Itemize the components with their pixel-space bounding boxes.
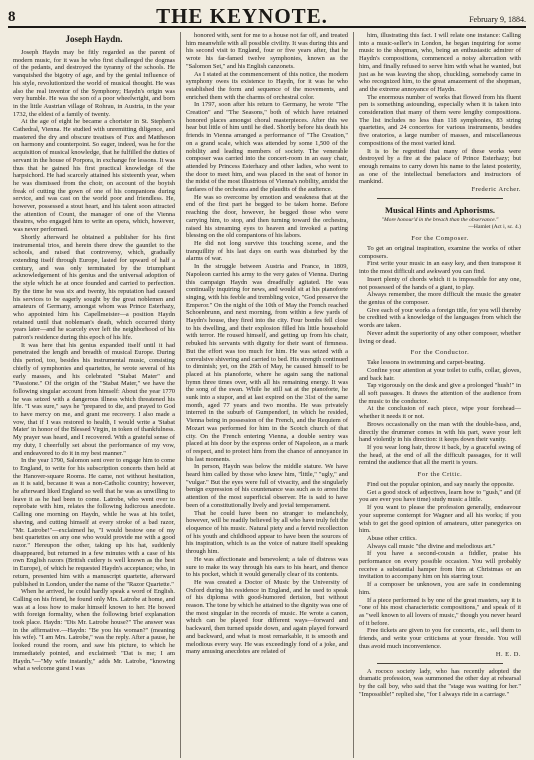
hint-paragraph: To get an original inspiration, examine the works of other composers. xyxy=(359,245,521,260)
article-paragraph: In person, Haydn was below the middle stature. We have heard him called by those who knew him, "little," "ugly," and "vulgar." But the eyes were full of vivacity, and the singularly benign expression of his countenance was such as to arrest the attention of the most superficial observer. He is said to have been of a constitutionally lively and jovial temperament. xyxy=(186,463,348,509)
hint-paragraph: Never admit the superiority of any other composer, whether living or dead. xyxy=(359,329,521,345)
hint-paragraph: Always remember, the more difficult the music the greater the genius of the composer. xyxy=(359,291,521,306)
article-paragraph: him, illustrating this fact. I will relate one instance: Calling into a music-seller's in London, he began inquiring for some music to the shopman, who, being an enthusiastic admirer of Haydn's compositions, commenced a noisy altercation with him, and finally refused to serve him with what he wanted, but just as he was leaving the shop, chuckling, somebody came in who recognized him, to the great amazement of the shopman, and the extreme annoyance of Haydn. xyxy=(359,32,521,93)
hint-paragraph: First write your music in an easy key, and then transpose it into the most difficult and awkward you can find. xyxy=(359,260,521,276)
hint-paragraph: Always call music "the divine and melodious art." xyxy=(367,542,496,550)
article-paragraph: It was here that his genius expanded itself until it had penetrated the length and breadth of musical Europe. During this period, too, besides his instrumental music, consisting chiefly of symphonies and quartettes, he wrote several of his early masses, and his celebrated "Stabat Mater" and "Passione." Of the origin of the "Stabat Mater," we have the following singular account from himself: About the year 1770 he was seized with a dangerous illness which threatened his life. "I was sure," says he "prepared to die, and prayed to God to have mercy on me, and grant me recovery. I also made a vow, that if I was restored to health, I would write a 'Stabat Mater' in honor of the Blessed Virgin, in token of thankfulness. My prayer was heard, and I recovered. With a grateful sense of my duty, I cheerfully set about the performance of my vow, and endeavored to do it in my best manner." xyxy=(13,341,175,457)
hint-paragraph: Free tickets are given to you for concerts, etc., sell them to friends, and write your criticisms at your fireside. You will thus avoid much inconvenience. xyxy=(359,627,521,650)
newspaper-title: THE KEYNOTE. xyxy=(156,4,328,28)
hint-paragraph: Brows occasionally on the man with the double-bass, and, directly the drummer comes in with his part, wave your left hand violently in his direction: it keeps down their vanity. xyxy=(359,420,521,444)
columns xyxy=(8,32,526,758)
subheading-composer: For the Composer. xyxy=(411,235,469,243)
hint-paragraph: Take lessons in swimming and carpet-beating. xyxy=(367,359,486,367)
article-paragraph: That he could have been no stranger to melancholy, however, will be readily believed by all who have truly felt the eloquence of his music. Natural piety and a fervid recollection of his youth and childhood appear to have been the sources of his inspiration, which is as the voice of nature itself speaking through him. xyxy=(186,509,348,556)
hint-paragraph: Confine your attention at your toilet to cuffs, collar, gloves, and back hair. xyxy=(359,366,521,382)
masthead xyxy=(8,4,526,28)
initials-signature: H. E. D. xyxy=(495,650,521,658)
section-divider xyxy=(377,663,503,664)
column-1 xyxy=(8,32,180,758)
hint-paragraph: Abuse other critics. xyxy=(367,534,417,542)
anecdote-paragraph: A rococo society lady, who has recently adopted the dramatic profession, was summoned the other day at rehearsal by the call boy, who said that the "stage was waiting for her." "Impossible!" replied she, "for I always ride in a carriage." xyxy=(359,667,521,698)
hint-paragraph: If you wear long hair, throw it back, by a graceful swing of the head, at the end of all the difficult passages, for it will remind the audience that all the merit is yours. xyxy=(359,443,521,467)
article-title: Joseph Haydn. xyxy=(65,34,123,44)
hint-paragraph: Insert plenty of chords which it is impossible for any one, not possessed of the hands of a giant, to play. xyxy=(359,275,521,291)
epigraph: "More honour'd in the breach than the observance." xyxy=(381,217,499,224)
epigraph-source: —Hamlet (Act i, sc. 4.) xyxy=(468,224,521,231)
author-signature: Frederic Archer. xyxy=(471,186,521,194)
article-paragraph: In 1797, soon after his return to Germany, he wrote "The Creation" and "The Seasons," both of which have retained honored places amongst choral masterpieces. After this we hear but little of him until he died. Shortly before his death his friends in Vienna arranged a performance of "The Creation," on a grand scale, which was attended by some 1,500 of the nobility and leading members of society. The venerable composer was carried into the concert-room in an easy chair, attended by Princess Esterhazy and other ladies, who went to the door to meet him, and was placed in the seat of honor in the midst of the most illustrious of Vienna's nobility, amidst the fanfares of the orchestra and the plaudits of the audience. xyxy=(186,101,348,194)
article-paragraph: In the struggle between Austria and France, in 1809, Napoleon carried his army to the very gates of Vienna. During this campaign Haydn was dreadfully agitated. He was continually inquiring for news, and would sit at his pianoforte singing, with his feeble and trembling voice, "God preserve the Emperor." On the night of the 10th of May the French reached Schoenbrunn, and next morning, from within a few yards of Haydn's house, they fired into the city. Four bombs fell close to his dwelling, and their explosion filled his little household with terror. He roused himself, and getting up from his chair, rebuked his servants with dignity for their want of firmness. But the effort was too much for him. He was seized with a convulsive shivering and carried to bed. His strength continued to diminish; yet, on the 26th of May, he caused himself to be placed at his pianoforte, where he again sang the national hymn three times over, with all his remaining energy. It was the song of the swan. While he still sat at the pianoforte, he sunk into a stupor, and at last expired on the 31st of the same month, aged 77 years and two months. He was privately interred in the suburb of Gumpendorf, in which he resided, Vienna being in possession of the French, and the Requiem of Mozart was performed for him in the Scotch church of that city. On the French entering Vienna, a double sentry was placed at his door by the express order of Napoleon, as a mark of respect, and to protect him from the chance of annoyance in his last moments. xyxy=(186,263,348,463)
article-paragraph: At the age of eight he became a chorister in St. Stephen's Cathedral, Vienna. He studied with unremitting diligence, and mastered the dry and obscure treatises of Fux and Mattheson on harmony and counterpoint. So eager, indeed, was he for the acquisition of musical knowledge, that he fulfilled the duties of servant in the house of Porpora, in exchange for lessons. It was thus that he gained his first practical knowledge of the harpsichord. He had scarcely attained his sixteenth year, when he was dismissed from the choir, on account of the boyish freak of cutting the gown of one of his companions during service, and was cast on the world poor and friendless. He, however, possessed a stout heart, and his talent soon attracted the attention of Count, the manager of one of the Vienna theatres, who engaged him to write an opera, which, however, was never performed. xyxy=(13,118,175,234)
hint-paragraph: If you have a second-cousin a fiddler, praise his performance on every possible occasion. You will probably receive a substantial hamper from him at Christmas or an invitation to accompany him on his starring tour. xyxy=(359,550,521,581)
column-2 xyxy=(180,32,353,758)
article-paragraph: As I stated at the commencement of this notice, the modern symphony owes its existence to Haydn, for it was he who established the form and sequence of the movements, and enriched them with the charms of orchestral color. xyxy=(186,70,348,101)
hint-paragraph: Get a good stock of adjectives, learn how to "gush," and (if you are ever you have time) study music a little. xyxy=(359,488,521,504)
issue-date: February 9, 1884. xyxy=(469,15,526,24)
article-paragraph: In the year 1790, Salomon sent over to engage him to come to England, to write for his subscription concerts then held at the Hanover-square Rooms. He came, not without hesitation, as it is said, because it was a non-Catholic country; however, he afterward liked England so well that he was as unwilling to leave it as he had been to come. Latrobe, who went over to reprobate with him, relates the following ludicrous anecdote. Calling one morning on Haydn, while he was at his toilet, shaving, and cutting himself at every stroke of a bad razor, "Mr. Latrobe!"—exclaimed he, "I would bestow one of my best quartettes on any one who would provide me with a good razor." Hereupon the other, taking up his hat, suddenly disappeared, but returned in a few minutes with a case of his own English razors (British cutlery is well known as the best in Europe), of which he requested Haydn's acceptance; who, in return, presented him with a manuscript quartette, afterward published in London, under the name of the "Razor Quartette." xyxy=(13,457,175,588)
article-paragraph: honored with, sent for me to a house not far off, and treated him meanwhile with all possible civility. It was during this and his second visit to England, four or five years after, that he wrote his far-famed twelve symphonies, known as the "Salomon Set," and his English canzonets. xyxy=(186,32,348,70)
column-3 xyxy=(353,32,526,758)
article-paragraph: He did not long survive this touching scene, and the tranquillity of his last days on earth was disturbed by the alarms of war. xyxy=(186,239,348,263)
article-paragraph: Joseph Haydn may be fitly regarded as the parent of modern music, for it was he who first challenged the dogmas of the pedants, and destroyed the tyranny of the schools. He vanquished the bigotry of age, and by the genial influence of his style, revolutionized the world of musical thought. He was also the real inventor of the Symphony; Haydn's origin was very humble. He was the son of a poor wheelwright, and born in the little Austrian village of Rohrau, in Austria, in the year 1732, the eldest of a family of twenty. xyxy=(13,49,175,118)
article-paragraph: It is to be regretted that many of these works were destroyed by a fire at the palace of Prince Esterhazy; but enough remains to carry down his name to the latest posterity, as one of the intellectual benefactors and instructors of mankind. xyxy=(359,147,521,186)
article-paragraph: When he arrived, he could hardly speak a word of English. Calling on his friend, he found only Mrs. Latrobe at home, and was at a loss how to make himself known to her. He bowed with foreign formality, when the following brief explanation took place. Haydn: "Dis Mr. Latrobe house?" The answer was in the affirmative.—Haydn: "Be you his woman?" (meaning his wife). "I am Mrs. Latrobe," was the reply. After a pause, he looked round the room, and saw his picture, to which he immediately pointed, and exclaimed: "Dat is me; I am Haydn."—"My wife instantly," adds Mr. Latrobe, "knowing what a welcome guest I was xyxy=(13,588,175,673)
page-number: 8 xyxy=(8,9,16,25)
hint-paragraph: Find out the popular opinion, and say nearly the opposite. xyxy=(367,481,515,489)
hint-paragraph: If a piece performed is by one of the great masters, say it is "one of his most characteristic compositions," and speak of it as "well known to all lovers of music," though you never heard of it before. xyxy=(359,596,521,627)
subheading-critic: For the Critic. xyxy=(417,471,463,479)
hint-paragraph: Give each of your works a foreign title, for you will thereby be credited with a knowledge of the languages from which the words are taken. xyxy=(359,306,521,330)
hint-paragraph: At the conclusion of each piece, wipe your forehead—whether it needs it or not. xyxy=(359,405,521,421)
article-paragraph: Shortly afterward he obtained a publisher for his first instrumental trios, and herein there drew the gauntlet to the schools, and raised that controversy, which, gradually extending itself through Europe, lasted for upward of half a century, and was only terminated by the triumphant acknowledgement of his genius and the universal adoption of the style which he at once founded and carried to perfection. By the time he was six and twenty, his reputation had caused his services to be eagerly sought by the great noblemen and amateurs of Germany, amongst whom was Prince Esterhazy, who appointed him his Capellmeister—a position Haydn retained until that nobleman's death, which occurred thirty years later—and he scarcely ever left the neighborhood of his patron's residence during this epoch of his life. xyxy=(13,233,175,342)
section-divider xyxy=(377,198,503,199)
hint-paragraph: If a composer be unknown, you are safe in condemning him. xyxy=(359,581,521,596)
article-paragraph: The enormous number of works that flowed from his fluent pen is something astounding, especially when it is taken into consideration that many of them were lengthy compositions. The list includes no less than 118 symphonies, 83 string quartettes, and 24 concertos for various instruments, besides five oratorios, a large number of masses, and miscellaneous compositions of the most varied kind. xyxy=(359,93,521,147)
article-paragraph: He was created a Doctor of Music by the University of Oxford during his residence in England, and he used to speak of his diploma with good-humored derision, but without reason. The tone by which he attained to the dignity was one of the most singular in the records of music. He wrote a canon, which can be played four different ways—forward and backward, then turned upside down, and again played forward and backward, and what is most remarkable, it is smooth and melodious every way. He was exceedingly fond of a joke, and many amusing anecdotes are related of xyxy=(186,578,348,656)
section-title: Musical Hints and Aphorisms. xyxy=(384,205,496,216)
subheading-conductor: For the Conductor. xyxy=(410,349,470,357)
hint-paragraph: Tap vigorously on the desk and give a prolonged "hush!" in all soft passages. It draws the attention of the audience from the music to the conductor. xyxy=(359,382,521,405)
hint-paragraph: If you want to please the profession generally, endeavour your supreme contempt for Wagner and all his works; if you wish to get the good opinion of amateurs, utter panegyrics on him. xyxy=(359,504,521,535)
article-paragraph: He was affectionate and benevolent; a tale of distress was sure to make its way through his ears to his heart, and thence to his pocket, which it would generally clear of its contents. xyxy=(186,555,348,579)
article-paragraph: He was so overcome by emotion and weakness that at the end of the first part he begged to be taken home. Before reaching the door, however, he begged those who were carrying him, to stop, and then turning toward the orchestra, raised his streaming eyes to heaven and invoked a parting blessing on the old companions of his labors. xyxy=(186,193,348,240)
